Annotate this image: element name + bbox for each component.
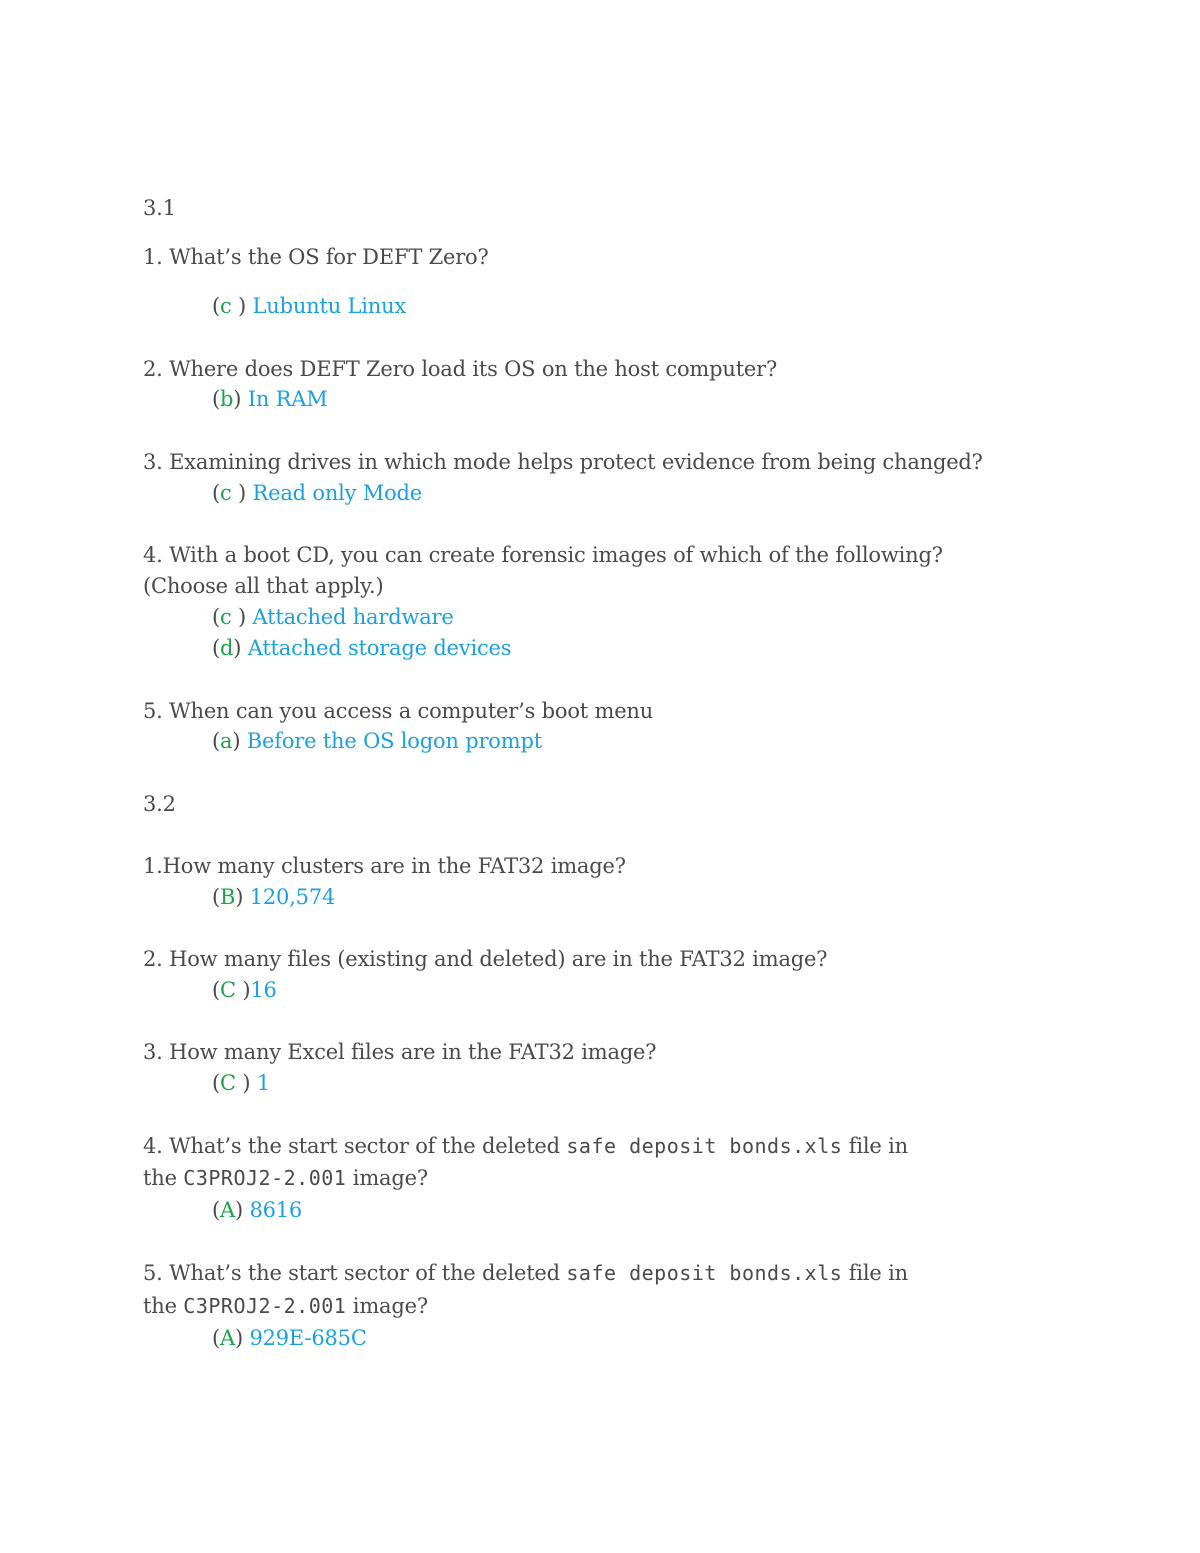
answer-text: Attached storage devices — [241, 636, 512, 660]
paren-close: ) — [235, 1071, 251, 1095]
answer-line — [212, 292, 406, 320]
paren-open: ( — [212, 1198, 220, 1222]
question-text: image? — [346, 1294, 428, 1318]
answer-letter: C — [220, 978, 236, 1002]
paren-close: ) — [231, 294, 247, 318]
answer-letter: c — [220, 605, 232, 629]
answer-line — [212, 976, 277, 1004]
answer-text: Read only Mode — [246, 481, 423, 505]
answer-line — [212, 1324, 367, 1352]
question-continuation — [143, 1292, 428, 1320]
question-continuation — [143, 1164, 428, 1192]
paren-close: ) — [235, 978, 251, 1002]
answer-letter: b — [220, 387, 234, 411]
question: 1. What’s the OS for DEFT Zero? — [143, 245, 489, 269]
answer-line — [212, 1196, 302, 1224]
answer-letter: d — [220, 636, 234, 660]
paren-open: ( — [212, 294, 220, 318]
answer-text: 929E-685C — [242, 1326, 367, 1350]
answer-line — [212, 727, 542, 755]
question-text: image? — [346, 1166, 428, 1190]
paren-open: ( — [212, 481, 220, 505]
paren-open: ( — [212, 885, 220, 909]
answer-letter: A — [220, 1326, 235, 1350]
paren-open: ( — [212, 636, 220, 660]
paren-close: ) — [233, 387, 242, 411]
paren-close: ) — [231, 481, 247, 505]
image-name: C3PROJ2-2.001 — [183, 1166, 347, 1190]
paren-open: ( — [212, 387, 220, 411]
paren-close: ) — [235, 885, 244, 909]
section-heading: 3.2 — [143, 792, 176, 816]
paren-open: ( — [212, 605, 220, 629]
answer-letter: A — [220, 1198, 235, 1222]
answer-letter: a — [220, 729, 233, 753]
question — [143, 1259, 908, 1287]
answer-letter: c — [220, 294, 232, 318]
question-text: file in — [842, 1134, 908, 1158]
question: 2. Where does DEFT Zero load its OS on the host computer? — [143, 357, 778, 381]
question-continuation: (Choose all that apply.) — [143, 574, 384, 598]
paren-close: ) — [232, 729, 241, 753]
answer-text: In RAM — [241, 387, 328, 411]
image-name: C3PROJ2-2.001 — [183, 1294, 347, 1318]
answer-letter: c — [220, 481, 232, 505]
question-text: 4. What’s the start sector of the deleted — [143, 1134, 567, 1158]
filename: safe deposit bonds.xls — [566, 1134, 843, 1158]
question: 4. With a boot CD, you can create forensic images of which of the following? — [143, 543, 943, 567]
paren-close: ) — [234, 1326, 243, 1350]
question-text: file in — [842, 1261, 908, 1285]
paren-close: ) — [234, 1198, 243, 1222]
paren-close: ) — [231, 605, 247, 629]
answer-line — [212, 385, 328, 413]
section-heading: 3.1 — [143, 196, 176, 220]
answer-letter: C — [220, 1071, 236, 1095]
answer-line — [212, 634, 511, 662]
answer-line — [212, 479, 422, 507]
paren-close: ) — [233, 636, 242, 660]
answer-text: Lubuntu Linux — [246, 294, 407, 318]
question: 3. How many Excel files are in the FAT32 image? — [143, 1040, 657, 1064]
answer-text: Attached hardware — [246, 605, 454, 629]
question-text: the — [143, 1166, 184, 1190]
paren-open: ( — [212, 1071, 220, 1095]
answer-line — [212, 603, 454, 631]
answer-text: 120,574 — [243, 885, 336, 909]
question: 1.How many clusters are in the FAT32 image? — [143, 854, 626, 878]
paren-open: ( — [212, 1326, 220, 1350]
paren-open: ( — [212, 729, 220, 753]
question: 5. When can you access a computer’s boot menu — [143, 699, 654, 723]
answer-letter: B — [220, 885, 236, 909]
answer-text: 1 — [250, 1071, 270, 1095]
answer-text: Before the OS logon prompt — [240, 729, 542, 753]
question-text: 5. What’s the start sector of the deleted — [143, 1261, 567, 1285]
question — [143, 1132, 908, 1160]
question: 2. How many files (existing and deleted) are in the FAT32 image? — [143, 947, 828, 971]
answer-text: 16 — [250, 978, 277, 1002]
question: 3. Examining drives in which mode helps protect evidence from being changed? — [143, 450, 983, 474]
paren-open: ( — [212, 978, 220, 1002]
answer-line — [212, 883, 335, 911]
answer-line — [212, 1069, 270, 1097]
filename: safe deposit bonds.xls — [566, 1261, 843, 1285]
answer-text: 8616 — [242, 1198, 303, 1222]
question-text: the — [143, 1294, 184, 1318]
